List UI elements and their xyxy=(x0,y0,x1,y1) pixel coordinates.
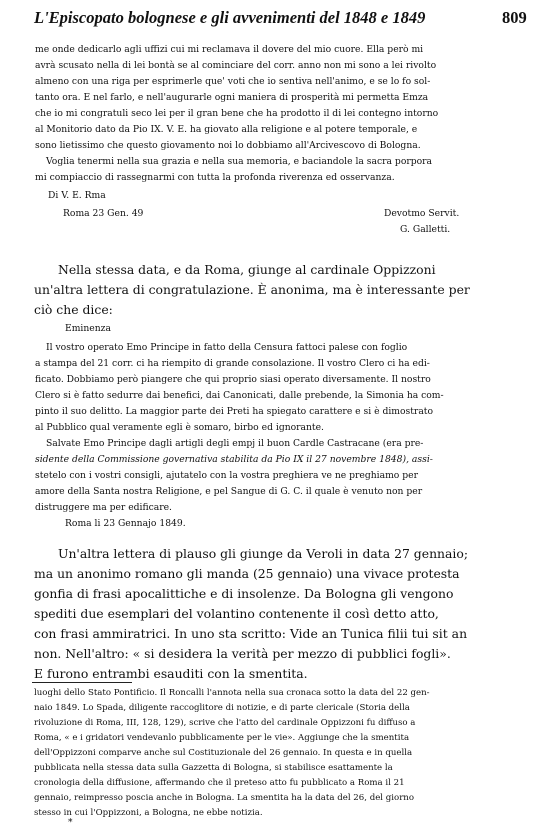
footnote-line: luoghi dello Stato Pontificio. Il Roncalli l'annota nella sua cronaca sotto la data del 22 gen- xyxy=(34,688,430,698)
letter1-line: al Monitorio dato da Pio IX. V. E. ha giovato alla religione e al potere temporale, e xyxy=(35,124,418,135)
letter1-line: almeno con una riga per esprimerle que' voti che io sentiva nell'animo, e se lo fo sol- xyxy=(35,76,431,87)
letter2-greeting: Eminenza xyxy=(65,323,111,334)
footnote-line: cronologia della diffusione, affermando che il preteso atto fu pubblicato a Roma il 21 xyxy=(34,778,405,788)
letter2-line: Salvate Emo Principe dagli artigli degli empj il buon Cardle Castracane (era pre- xyxy=(46,438,424,449)
footnote-line: stesso in cui l'Oppizzoni, a Bologna, ne ebbe notizia. xyxy=(34,808,263,818)
footnote-line: dell'Oppizzoni comparve anche sul Costituzionale del 26 gennaio. In questa e in quella xyxy=(34,748,413,758)
letter2-line: Clero si è fatto sedurre dai benefici, dai Canonicati, dalle prebende, la Simonia ha com- xyxy=(35,390,444,401)
footnote-rule xyxy=(32,682,132,683)
body-line: Nella stessa data, e da Roma, giunge al cardinale Oppizzoni xyxy=(58,262,436,277)
footer-mark: * xyxy=(68,818,73,828)
body-line: un'altra lettera di congratulazione. È anonima, ma è interessante per xyxy=(34,282,470,297)
footnote-line: pubblicata nella stessa data sulla Gazzetta di Bologna, si stabilisce esattamente la xyxy=(34,763,393,773)
letter1-signature: G. Galletti. xyxy=(400,224,451,235)
body-line: spediti due esemplari del volantino contenente il così detto atto, xyxy=(34,606,439,621)
letter1-line: me onde dedicarlo agli uffizi cui mi reclamava il dovere del mio cuore. Ella però mi xyxy=(35,44,424,55)
footnote-line: gennaio, reimpresso poscia anche in Bologna. La smentita ha la data del 26, del giorno xyxy=(34,793,415,803)
letter1-salutation: Di V. E. Rma xyxy=(48,190,106,201)
body-line: ciò che dice: xyxy=(34,302,113,317)
letter1-line: mi compiaccio di rassegnarmi con tutta la profonda riverenza ed osservanza. xyxy=(35,172,395,183)
body-line: ma un anonimo romano gli manda (25 gennaio) una vivace protesta xyxy=(34,566,460,581)
body-line: gonfia di frasi apocalittiche e di insolenze. Da Bologna gli vengono xyxy=(34,586,454,601)
letter1-signoff: Devotmo Servit. xyxy=(384,208,460,219)
letter2-line: Il vostro operato Emo Principe in fatto della Censura fattoci palese con foglio xyxy=(46,342,408,353)
letter1-place-date: Roma 23 Gen. 49 xyxy=(63,208,144,219)
letter2-line: a stampa del 21 corr. ci ha riempito di grande consolazione. Il vostro Clero ci ha edi- xyxy=(35,358,430,369)
letter2-line: ficato. Dobbiamo però piangere che qui proprio siasi operato diversamente. Il nostro xyxy=(35,374,431,385)
letter1-line: che io mi congratuli seco lei per il gran bene che ha prodotto il di lei contegno intorno xyxy=(35,108,439,119)
footnote-line: Roma, « e i gridatori vendevanlo pubblicamente per le vie». Aggiunge che la smentita xyxy=(34,733,410,743)
body-line: E furono entrambi esauditi con la smentita. xyxy=(34,666,308,681)
letter2-line: distruggere ma per edificare. xyxy=(35,502,172,513)
letter2-line: sidente della Commissione governativa stabilita da Pio IX il 27 novembre 1848), assi- xyxy=(35,454,433,465)
body-line: non. Nell'altro: « si desidera la verità per mezzo di pubblici fogli». xyxy=(34,646,451,661)
letter2-line: pinto il suo delitto. La maggior parte dei Preti ha spiegato carattere e si è dimostrato xyxy=(35,406,434,417)
letter1-line: Voglia tenermi nella sua grazia e nella sua memoria, e baciandole la sacra porpora xyxy=(46,156,433,167)
running-header-title: L'Episcopato bolognese e gli avvenimenti del 1848 e 1849 xyxy=(34,8,426,27)
body-line: Un'altra lettera di plauso gli giunge da Veroli in data 27 gennaio; xyxy=(58,546,469,561)
footnote-line: rivoluzione di Roma, III, 128, 129), scrive che l'atto del cardinale Oppizzoni fu diffuso a xyxy=(34,718,416,728)
body-line: con frasi ammiratrici. In uno sta scritto: Vide an Tunica filii tui sit an xyxy=(34,626,468,641)
letter2-line: stetelo con i vostri consigli, ajutatelo con la vostra preghiera ve ne preghiamo per xyxy=(35,470,418,481)
letter1-line: avrà scusato nella di lei bontà se al cominciare del corr. anno non mi sono a lei rivolto xyxy=(35,60,437,71)
letter2-line: amore della Santa nostra Religione, e pel Sangue di G. C. il quale è venuto non per xyxy=(35,486,423,497)
letter2-date: Roma li 23 Gennajo 1849. xyxy=(65,518,186,529)
letter2-line: al Pubblico qual veramente egli è somaro, birbo ed ignorante. xyxy=(35,422,324,433)
letter1-line: sono lietissimo che questo giovamento noi lo dobbiamo all'Arcivescovo di Bologna. xyxy=(35,140,421,151)
footnote-line: naio 1849. Lo Spada, diligente raccoglitore di notizie, e di parte clericale (Storia della xyxy=(34,703,410,713)
letter1-line: tanto ora. E nel farlo, e nell'augurarle ogni maniera di prosperità mi permetta Emza xyxy=(35,92,429,103)
page-number: 809 xyxy=(502,8,527,27)
